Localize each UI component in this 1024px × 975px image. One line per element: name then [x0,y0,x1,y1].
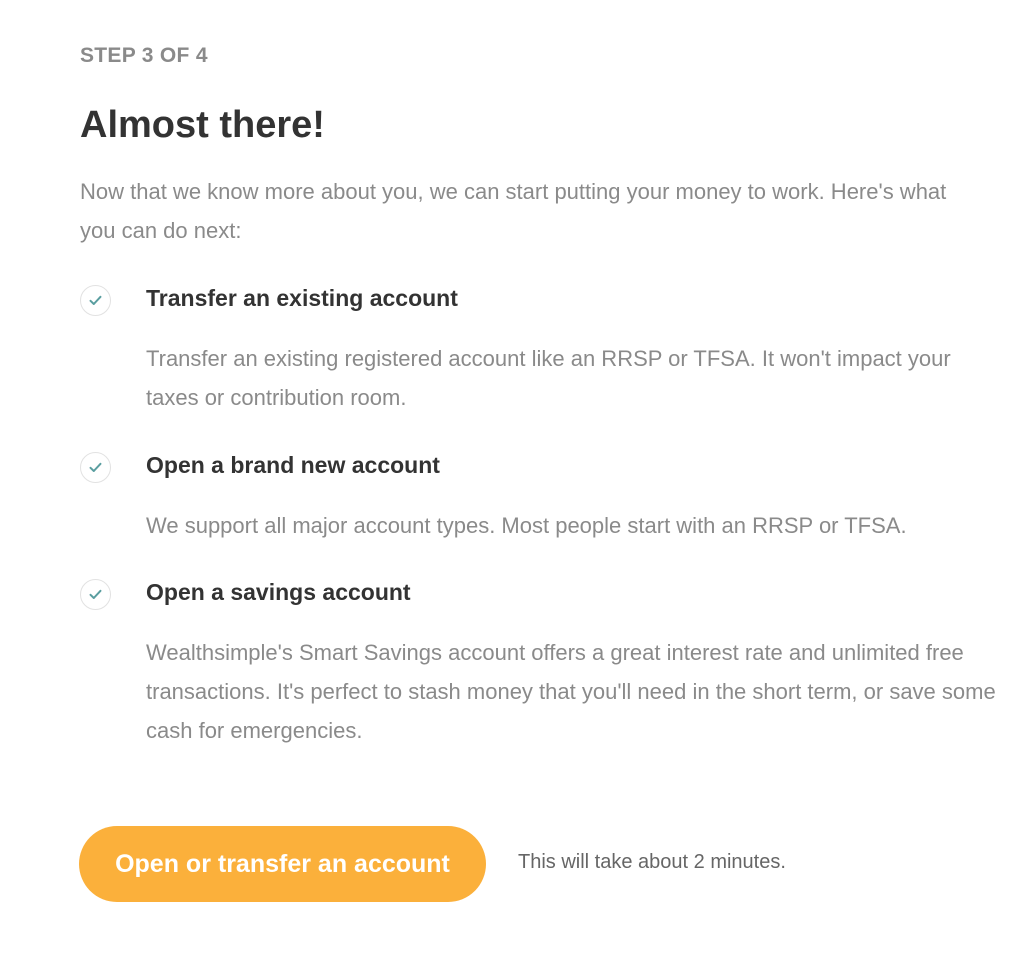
option-title: Open a brand new account [146,452,440,478]
time-estimate-note: This will take about 2 minutes. [518,851,786,873]
open-or-transfer-button[interactable]: Open or transfer an account [79,826,486,902]
check-icon [80,579,111,610]
intro-text: Now that we know more about you, we can start putting your money to work. Here's what you can do next: [80,179,947,243]
option-title: Open a savings account [146,579,411,605]
option-description: Transfer an existing registered account like an RRSP or TFSA. It won't impact your taxes or contribution room. [146,346,951,410]
option-description: Wealthsimple's Smart Savings account offers a great interest rate and unlimited free transactions. It's perfect to stash money that you'll need in the short term, or save some cash for emergencies. [146,640,996,743]
step-indicator: STEP 3 OF 4 [80,44,208,67]
check-icon [80,452,111,483]
option-title: Transfer an existing account [146,285,458,311]
page-title: Almost there! [80,104,325,146]
check-icon [80,285,111,316]
option-description: We support all major account types. Most people start with an RRSP or TFSA. [146,513,907,538]
